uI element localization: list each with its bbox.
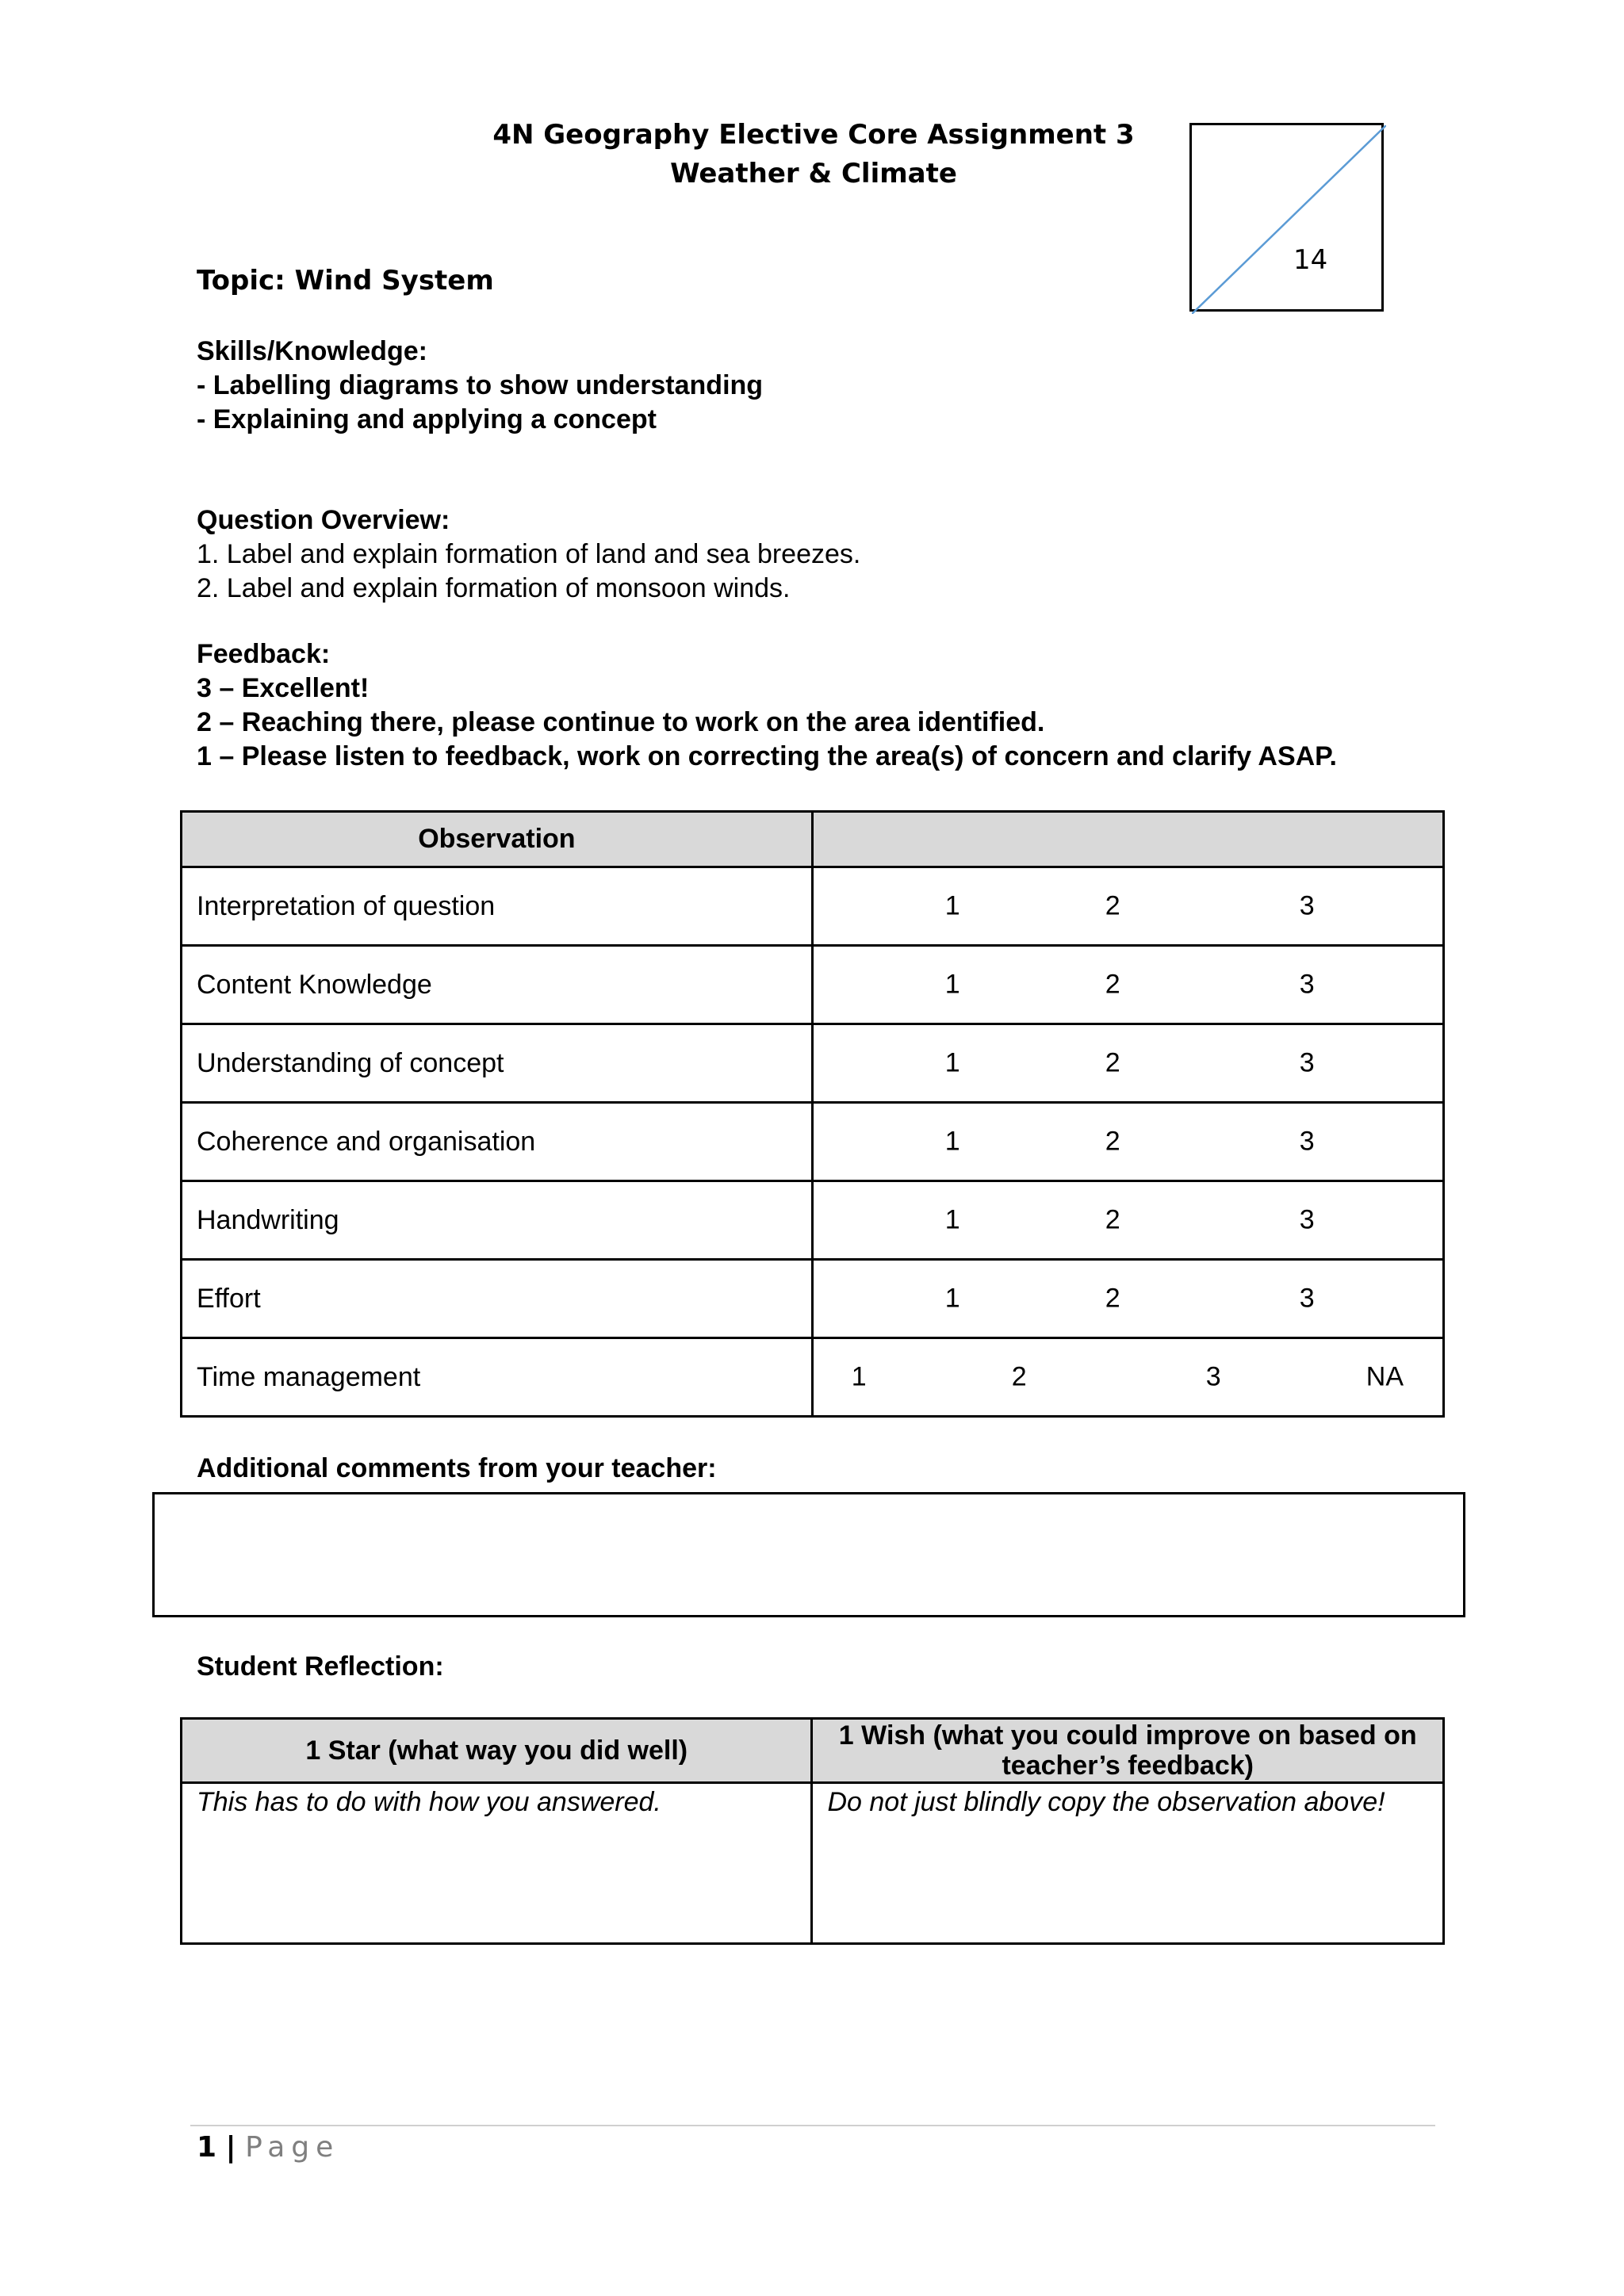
feedback-heading: Feedback: [197, 639, 331, 669]
comments-text[interactable] [155, 1494, 1463, 1510]
page-number: 1 [197, 2131, 217, 2164]
table-row [182, 946, 1444, 1024]
comments-box[interactable] [152, 1492, 1465, 1617]
score-option[interactable]: 3 [1299, 969, 1315, 1000]
score-divider-line [1192, 125, 1386, 314]
score-option[interactable]: 2 [1105, 1126, 1120, 1157]
skills-item: - Explaining and applying a concept [197, 404, 657, 434]
criterion-cell: Handwriting [182, 1181, 813, 1260]
footer-separator: | [225, 2131, 236, 2164]
score-option[interactable]: 1 [944, 1126, 960, 1157]
score-total: 14 [1293, 244, 1328, 276]
wish-field[interactable]: Do not just blindly copy the observation above! [812, 1783, 1444, 1944]
feedback-item: 3 – Excellent! [197, 673, 370, 703]
wish-header: 1 Wish (what you could improve on based on teacher’s feedback) [812, 1719, 1444, 1783]
table-row [182, 1260, 1444, 1338]
skills-heading: Skills/Knowledge: [197, 336, 427, 366]
score-option[interactable]: 1 [944, 1047, 960, 1078]
assignment-title: 4N Geography Elective Core Assignment 3 [492, 119, 1135, 151]
score-option[interactable]: 1 [944, 890, 960, 921]
observation-table [180, 810, 1445, 1418]
feedback-section [197, 637, 1337, 774]
table-row [182, 867, 1444, 946]
overview-item: 1. Label and explain formation of land and sea breezes. [197, 539, 861, 569]
table-row [182, 1103, 1444, 1181]
score-option[interactable]: 3 [1299, 1126, 1315, 1157]
score-cell [812, 1260, 1443, 1338]
score-cell [812, 946, 1443, 1024]
question-overview [197, 503, 860, 606]
score-option[interactable]: 3 [1299, 1283, 1315, 1314]
score-option[interactable]: 1 [944, 1283, 960, 1314]
topic-value: Wind System [294, 265, 494, 297]
topic-label: Topic: [197, 265, 285, 297]
score-option[interactable]: 3 [1205, 1361, 1221, 1392]
observation-score-header [812, 812, 1443, 867]
score-cell [812, 1338, 1443, 1417]
score-box [1189, 123, 1384, 312]
topic-line [197, 265, 494, 297]
comments-heading: Additional comments from your teacher: [197, 1453, 717, 1483]
page-label: Page [245, 2131, 340, 2164]
score-cell [812, 1181, 1443, 1260]
skills-item: - Labelling diagrams to show understanding [197, 370, 764, 400]
table-row [182, 1181, 1444, 1260]
assignment-subtitle: Weather & Climate [670, 158, 957, 189]
criterion-cell: Interpretation of question [182, 867, 813, 946]
score-option[interactable]: 3 [1299, 890, 1315, 921]
score-option[interactable]: 3 [1299, 1047, 1315, 1078]
score-option[interactable]: 2 [1105, 969, 1120, 1000]
score-option[interactable]: 2 [1105, 1283, 1120, 1314]
score-option[interactable]: 2 [1105, 1047, 1120, 1078]
score-option[interactable]: 2 [1105, 1204, 1120, 1235]
skills-section [197, 335, 763, 437]
feedback-item: 1 – Please listen to feedback, work on correcting the area(s) of concern and clarify ASAP. [197, 741, 1337, 771]
footer-divider [190, 2125, 1435, 2126]
page-footer [197, 2131, 339, 2164]
feedback-item: 2 – Reaching there, please continue to work on the area identified. [197, 707, 1045, 737]
table-row [182, 1338, 1444, 1417]
score-cell [812, 867, 1443, 946]
criterion-cell: Effort [182, 1260, 813, 1338]
score-cell [812, 1103, 1443, 1181]
score-option[interactable]: NA [1365, 1361, 1404, 1392]
score-option[interactable]: 3 [1299, 1204, 1315, 1235]
star-field[interactable]: This has to do with how you answered. [182, 1783, 812, 1944]
criterion-cell: Content Knowledge [182, 946, 813, 1024]
overview-item: 2. Label and explain formation of monsoon winds. [197, 573, 791, 603]
score-option[interactable]: 2 [1105, 890, 1120, 921]
score-cell [812, 1024, 1443, 1103]
score-option[interactable]: 1 [944, 1204, 960, 1235]
star-header: 1 Star (what way you did well) [182, 1719, 812, 1783]
reflection-heading: Student Reflection: [197, 1651, 444, 1682]
criterion-cell: Understanding of concept [182, 1024, 813, 1103]
observation-header: Observation [182, 812, 813, 867]
score-option[interactable]: 2 [1011, 1361, 1027, 1392]
criterion-cell: Time management [182, 1338, 813, 1417]
overview-heading: Question Overview: [197, 505, 450, 535]
criterion-cell: Coherence and organisation [182, 1103, 813, 1181]
reflection-table [180, 1717, 1445, 1945]
table-row [182, 1024, 1444, 1103]
score-option[interactable]: 1 [851, 1361, 867, 1392]
score-option[interactable]: 1 [944, 969, 960, 1000]
